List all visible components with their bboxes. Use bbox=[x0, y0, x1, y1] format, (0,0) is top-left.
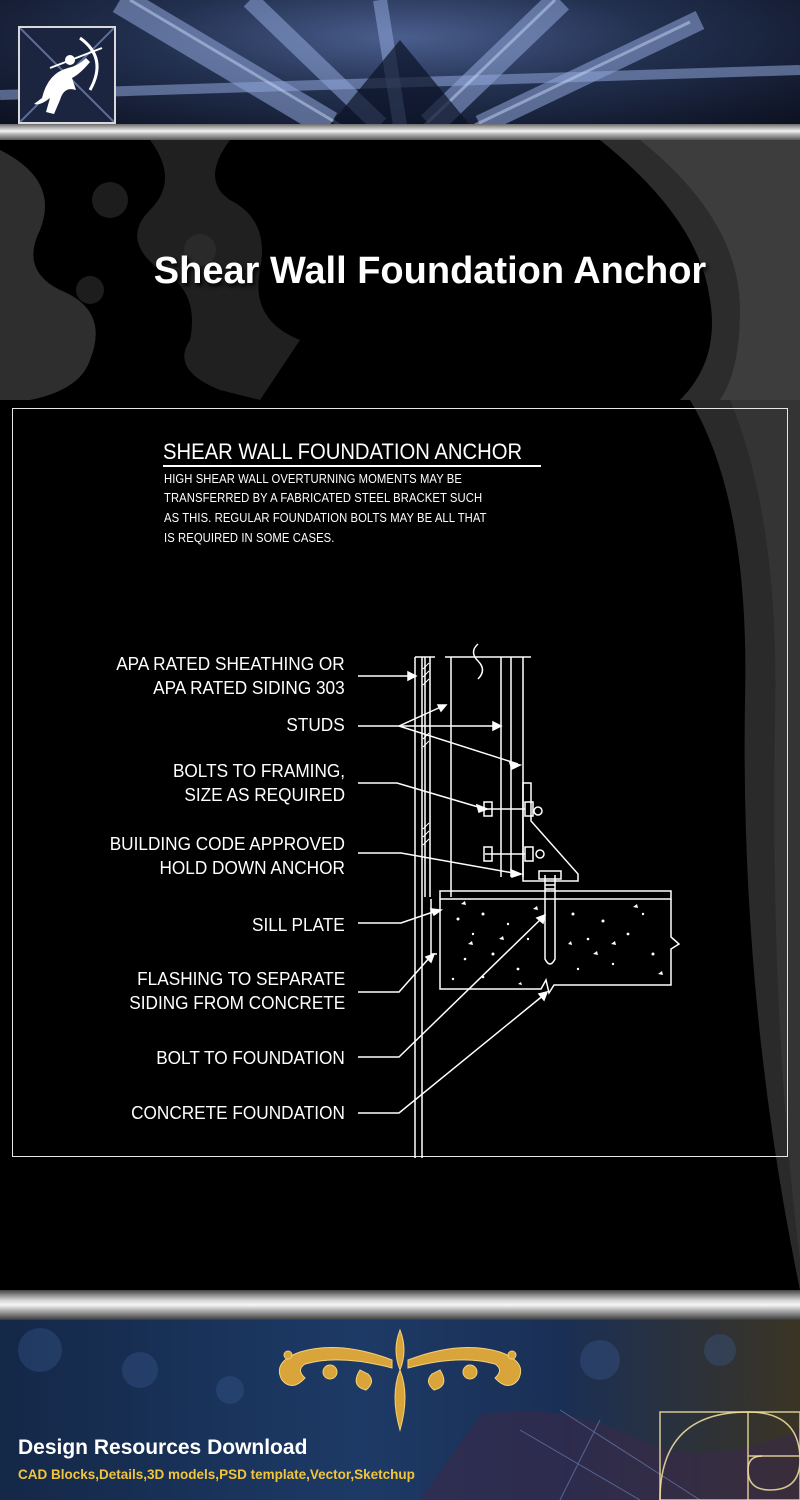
callout-framing-bolts bbox=[173, 759, 345, 807]
callout-text: BOLTS TO FRAMING, bbox=[172, 760, 345, 781]
callout-text: SILL PLATE bbox=[252, 914, 345, 935]
callout-studs bbox=[287, 713, 345, 737]
callout-text: APA RATED SHEATHING OR bbox=[116, 653, 345, 674]
steel-truss-graphic bbox=[0, 0, 800, 125]
page-title: Shear Wall Foundation Anchor bbox=[153, 250, 707, 292]
header-banner bbox=[0, 0, 800, 125]
silver-divider-bottom bbox=[0, 1290, 800, 1320]
callout-text: HOLD DOWN ANCHOR bbox=[159, 857, 345, 878]
detail-heading: SHEAR WALL FOUNDATION ANCHOR bbox=[163, 439, 523, 464]
footer-title: Design Resources Download bbox=[18, 1436, 308, 1459]
detail-note-line: IS REQUIRED IN SOME CASES. bbox=[164, 531, 335, 545]
silver-divider-top bbox=[0, 124, 800, 140]
callout-text: SIZE AS REQUIRED bbox=[184, 784, 345, 805]
callout-text: STUDS bbox=[286, 714, 345, 735]
callout-text: FLASHING TO SEPARATE bbox=[136, 968, 345, 989]
cad-detail-frame bbox=[12, 408, 788, 1157]
footer-subtitle: CAD Blocks,Details,3D models,PSD template,Vector,Sketchup bbox=[18, 1467, 415, 1482]
callout-foundation-bolt bbox=[156, 1046, 345, 1070]
callout-sheathing bbox=[117, 652, 345, 700]
detail-note-line: HIGH SHEAR WALL OVERTURNING MOMENTS MAY BE bbox=[164, 472, 462, 486]
concrete-aggregate bbox=[452, 901, 663, 985]
callout-text: APA RATED SIDING 303 bbox=[153, 677, 345, 698]
callout-flashing bbox=[129, 967, 345, 1015]
callout-hold-down-anchor bbox=[110, 832, 345, 880]
callout-sill-plate bbox=[252, 913, 345, 937]
callout-text: BUILDING CODE APPROVED bbox=[109, 833, 345, 854]
detail-note-line: TRANSFERRED BY A FABRICATED STEEL BRACKET SUCH bbox=[164, 491, 483, 505]
archer-logo-icon bbox=[18, 26, 116, 124]
callout-text: BOLT TO FOUNDATION bbox=[156, 1047, 345, 1068]
foundation-anchor-drawing bbox=[13, 409, 789, 1158]
callout-concrete-foundation bbox=[131, 1101, 345, 1125]
hold-down-anchor bbox=[523, 783, 578, 881]
callout-text: SIDING FROM CONCRETE bbox=[128, 992, 345, 1013]
detail-note-line: AS THIS. REGULAR FOUNDATION BOLTS MAY BE ALL THAT bbox=[164, 511, 487, 525]
callout-text: CONCRETE FOUNDATION bbox=[131, 1102, 345, 1123]
